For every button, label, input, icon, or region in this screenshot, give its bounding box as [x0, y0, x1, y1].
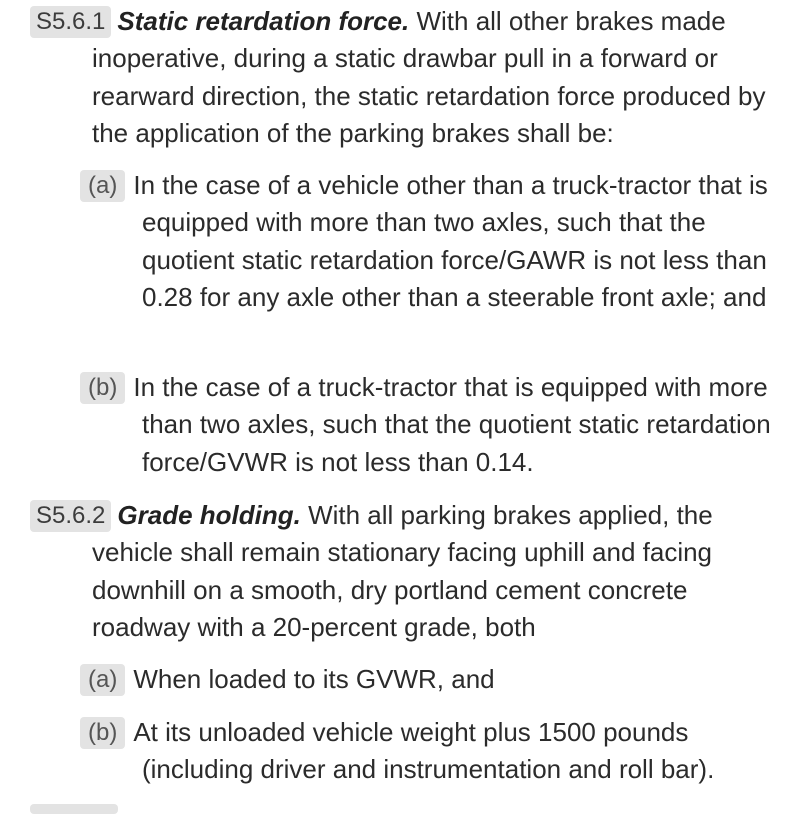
- section-body: With all parking brakes applied, the vehicle shall remain stationary facing uphill and facing downhill on a smooth, dry portland cement concrete roadway with a 20-percent grade, both: [92, 500, 713, 643]
- paragraph-content: [80, 714, 785, 789]
- next-section-tag[interactable]: [30, 804, 118, 814]
- section-paragraph: [30, 497, 790, 647]
- paragraph-a: [80, 167, 785, 317]
- section-heading: Static retardation force.: [117, 6, 410, 36]
- paragraph-text: When loaded to its GVWR, and: [133, 664, 495, 694]
- section-body: With all other brakes made inoperative, during a static drawbar pull in a forward or rearward direction, the static retardation force produced by the application of the parking brakes shall be:: [92, 6, 766, 149]
- section-s5-6-1: [30, 3, 790, 153]
- section-paragraph: [30, 3, 790, 153]
- section-number-tag[interactable]: S5.6.2: [30, 500, 111, 532]
- paragraph-text: In the case of a vehicle other than a truck-tractor that is equipped with more than two axles, such that the quotient static retardation force/GAWR is not less than 0.28 for any axle other than a steerable front axle; and: [133, 170, 768, 313]
- paragraph-b: [80, 714, 785, 789]
- section-s5-6-2: [30, 497, 790, 647]
- section-heading: Grade holding.: [117, 500, 301, 530]
- paragraph-label-tag[interactable]: (b): [80, 717, 125, 749]
- paragraph-b: [80, 369, 785, 481]
- paragraph-text: At its unloaded vehicle weight plus 1500 pounds (including driver and instrumentation and roll bar).: [133, 717, 715, 785]
- paragraph-content: [80, 661, 785, 698]
- paragraph-label-tag[interactable]: (b): [80, 372, 125, 404]
- paragraph-label-tag[interactable]: (a): [80, 170, 125, 202]
- section-number-tag[interactable]: S5.6.1: [30, 6, 111, 38]
- paragraph-text: In the case of a truck-tractor that is equipped with more than two axles, such that the quotient static retardation force/GVWR is not less than 0.14.: [133, 372, 771, 477]
- paragraph-a: [80, 661, 785, 698]
- paragraph-content: [80, 369, 785, 481]
- paragraph-label-tag[interactable]: (a): [80, 664, 125, 696]
- paragraph-content: [80, 167, 785, 317]
